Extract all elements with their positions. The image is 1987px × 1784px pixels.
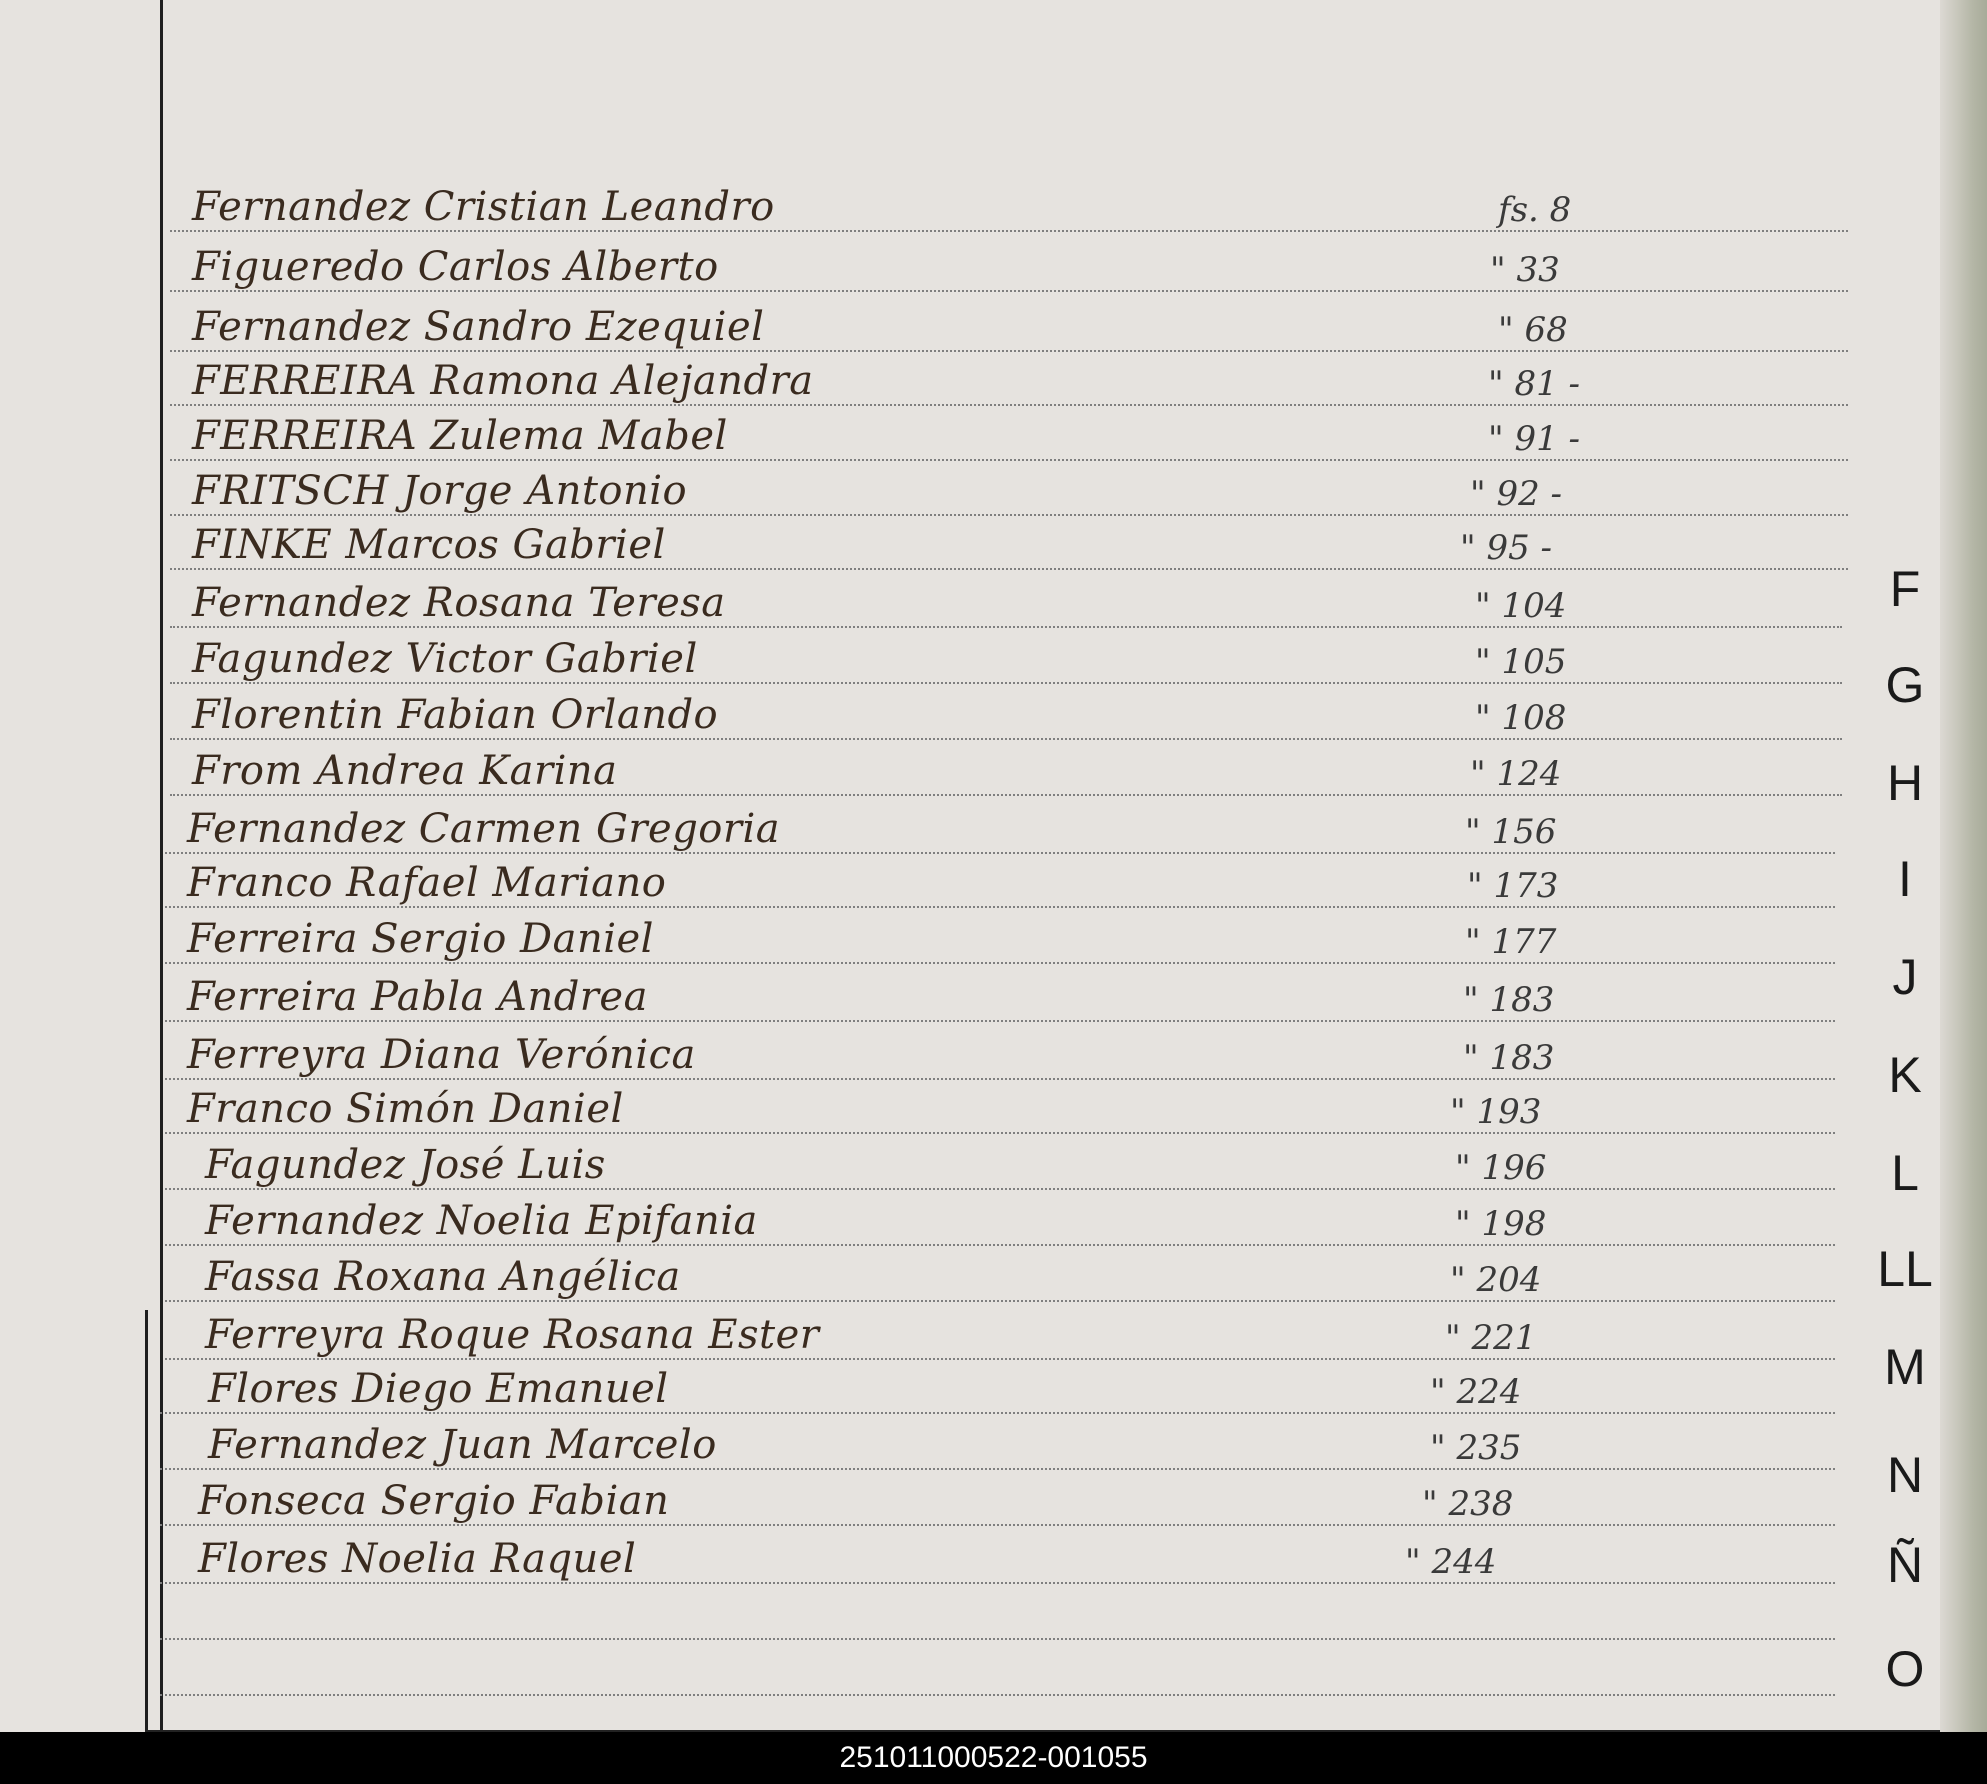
index-tab-ll[interactable]: LL	[1877, 1241, 1933, 1297]
entry-name: Fernandez Noelia Epifania	[205, 1198, 758, 1244]
index-tab-l[interactable]: L	[1891, 1145, 1919, 1201]
entry-folio: " 244	[1405, 1542, 1497, 1582]
ledger-row	[160, 1470, 1835, 1526]
ledger-row	[170, 236, 1848, 292]
empty-ledger-row	[160, 1584, 1835, 1640]
entry-folio: " 183	[1463, 1038, 1555, 1078]
ledger-row	[165, 1078, 1835, 1134]
ledger-row	[165, 852, 1835, 908]
index-tab-h[interactable]: H	[1886, 755, 1924, 811]
entry-name: Fernandez Cristian Leandro	[192, 184, 775, 230]
document-code: 251011000522-001055	[839, 1741, 1148, 1774]
entry-name: Franco Simón Daniel	[187, 1086, 624, 1132]
entry-folio: " 95 -	[1460, 528, 1553, 568]
entry-folio: " 68	[1498, 310, 1568, 350]
entry-folio: " 224	[1430, 1372, 1522, 1412]
ledger-row	[170, 628, 1842, 684]
ledger-row	[160, 1358, 1835, 1414]
entry-name: Florentin Fabian Orlando	[192, 692, 719, 738]
entry-name: FERREIRA Ramona Alejandra	[192, 358, 814, 404]
ledger-row	[170, 176, 1848, 232]
entry-folio: " 124	[1470, 754, 1562, 794]
entry-folio: " 235	[1430, 1428, 1522, 1468]
entry-folio: " 183	[1463, 980, 1555, 1020]
ledger-row	[165, 966, 1835, 1022]
entry-name: Fernandez Sandro Ezequiel	[192, 304, 765, 350]
entry-folio: " 177	[1465, 922, 1557, 962]
index-tab-enye[interactable]: Ñ	[1886, 1537, 1924, 1593]
entry-name: Ferreyra Diana Verónica	[187, 1032, 696, 1078]
entry-name: FERREIRA Zulema Mabel	[192, 413, 728, 459]
entry-name: FRITSCH Jorge Antonio	[192, 468, 688, 514]
empty-ledger-row	[160, 1640, 1835, 1696]
entry-folio: " 105	[1475, 642, 1567, 682]
ledger-row	[165, 1246, 1835, 1302]
entry-folio: " 238	[1422, 1484, 1514, 1524]
ledger-row	[165, 1304, 1835, 1360]
entry-folio: " 204	[1450, 1260, 1542, 1300]
ledger-row	[170, 740, 1842, 796]
entry-folio: " 156	[1465, 812, 1557, 852]
entry-name: Fagundez José Luis	[205, 1142, 606, 1188]
entry-folio: " 92 -	[1470, 474, 1563, 514]
entry-name: Fassa Roxana Angélica	[205, 1254, 681, 1300]
entry-name: Fernandez Rosana Teresa	[192, 580, 726, 626]
ledger-row	[170, 572, 1842, 628]
index-tab-n[interactable]: N	[1886, 1447, 1924, 1503]
entry-name: Ferreira Pabla Andrea	[187, 974, 648, 1020]
ledger-row	[160, 1414, 1835, 1470]
index-tab-m[interactable]: M	[1884, 1339, 1926, 1395]
ledger-row	[165, 1134, 1835, 1190]
ledger-row	[165, 1190, 1835, 1246]
ledger-row	[165, 908, 1835, 964]
entry-name: From Andrea Karina	[192, 748, 618, 794]
ledger-row	[170, 514, 1848, 570]
entry-name: Figueredo Carlos Alberto	[192, 244, 719, 290]
index-tab-k[interactable]: K	[1888, 1047, 1922, 1103]
ledger-row	[165, 798, 1835, 854]
entry-folio: " 198	[1455, 1204, 1547, 1244]
entry-name: Fernandez Carmen Gregoria	[187, 806, 781, 852]
entry-folio: " 33	[1490, 250, 1560, 290]
ledger-row	[165, 1024, 1835, 1080]
entry-folio: " 221	[1445, 1318, 1537, 1358]
entry-folio: " 81 -	[1488, 364, 1581, 404]
entry-folio: " 173	[1467, 866, 1559, 906]
ledger-row	[160, 1528, 1835, 1584]
ledger-row	[170, 405, 1848, 461]
index-tab-g[interactable]: G	[1885, 657, 1925, 713]
entry-name: Ferreyra Roque Rosana Ester	[205, 1312, 820, 1358]
entry-folio: " 108	[1475, 698, 1567, 738]
entry-name: Fonseca Sergio Fabian	[198, 1478, 670, 1524]
entry-folio: " 104	[1475, 586, 1567, 626]
ledger-row	[170, 350, 1848, 406]
entry-name: Flores Diego Emanuel	[208, 1366, 669, 1412]
entry-name: Franco Rafael Mariano	[187, 860, 667, 906]
entry-name: Flores Noelia Raquel	[198, 1536, 637, 1582]
entry-folio: " 196	[1455, 1148, 1547, 1188]
index-tab-f[interactable]: F	[1889, 561, 1921, 617]
ledger-row	[170, 296, 1848, 352]
entry-name: Fernandez Juan Marcelo	[208, 1422, 717, 1468]
entry-name: Ferreira Sergio Daniel	[187, 916, 654, 962]
entry-folio: " 193	[1450, 1092, 1542, 1132]
entry-name: FINKE Marcos Gabriel	[192, 522, 666, 568]
index-tab-j[interactable]: J	[1892, 949, 1918, 1005]
ledger-row	[170, 460, 1848, 516]
index-tab-o[interactable]: O	[1885, 1641, 1925, 1697]
index-tab-i[interactable]: I	[1898, 851, 1912, 907]
ledger-row	[170, 684, 1842, 740]
entry-folio: " 91 -	[1488, 419, 1581, 459]
entry-name: Fagundez Victor Gabriel	[192, 636, 698, 682]
entry-folio: fs. 8	[1498, 190, 1572, 230]
footer-bar	[0, 1732, 1987, 1784]
